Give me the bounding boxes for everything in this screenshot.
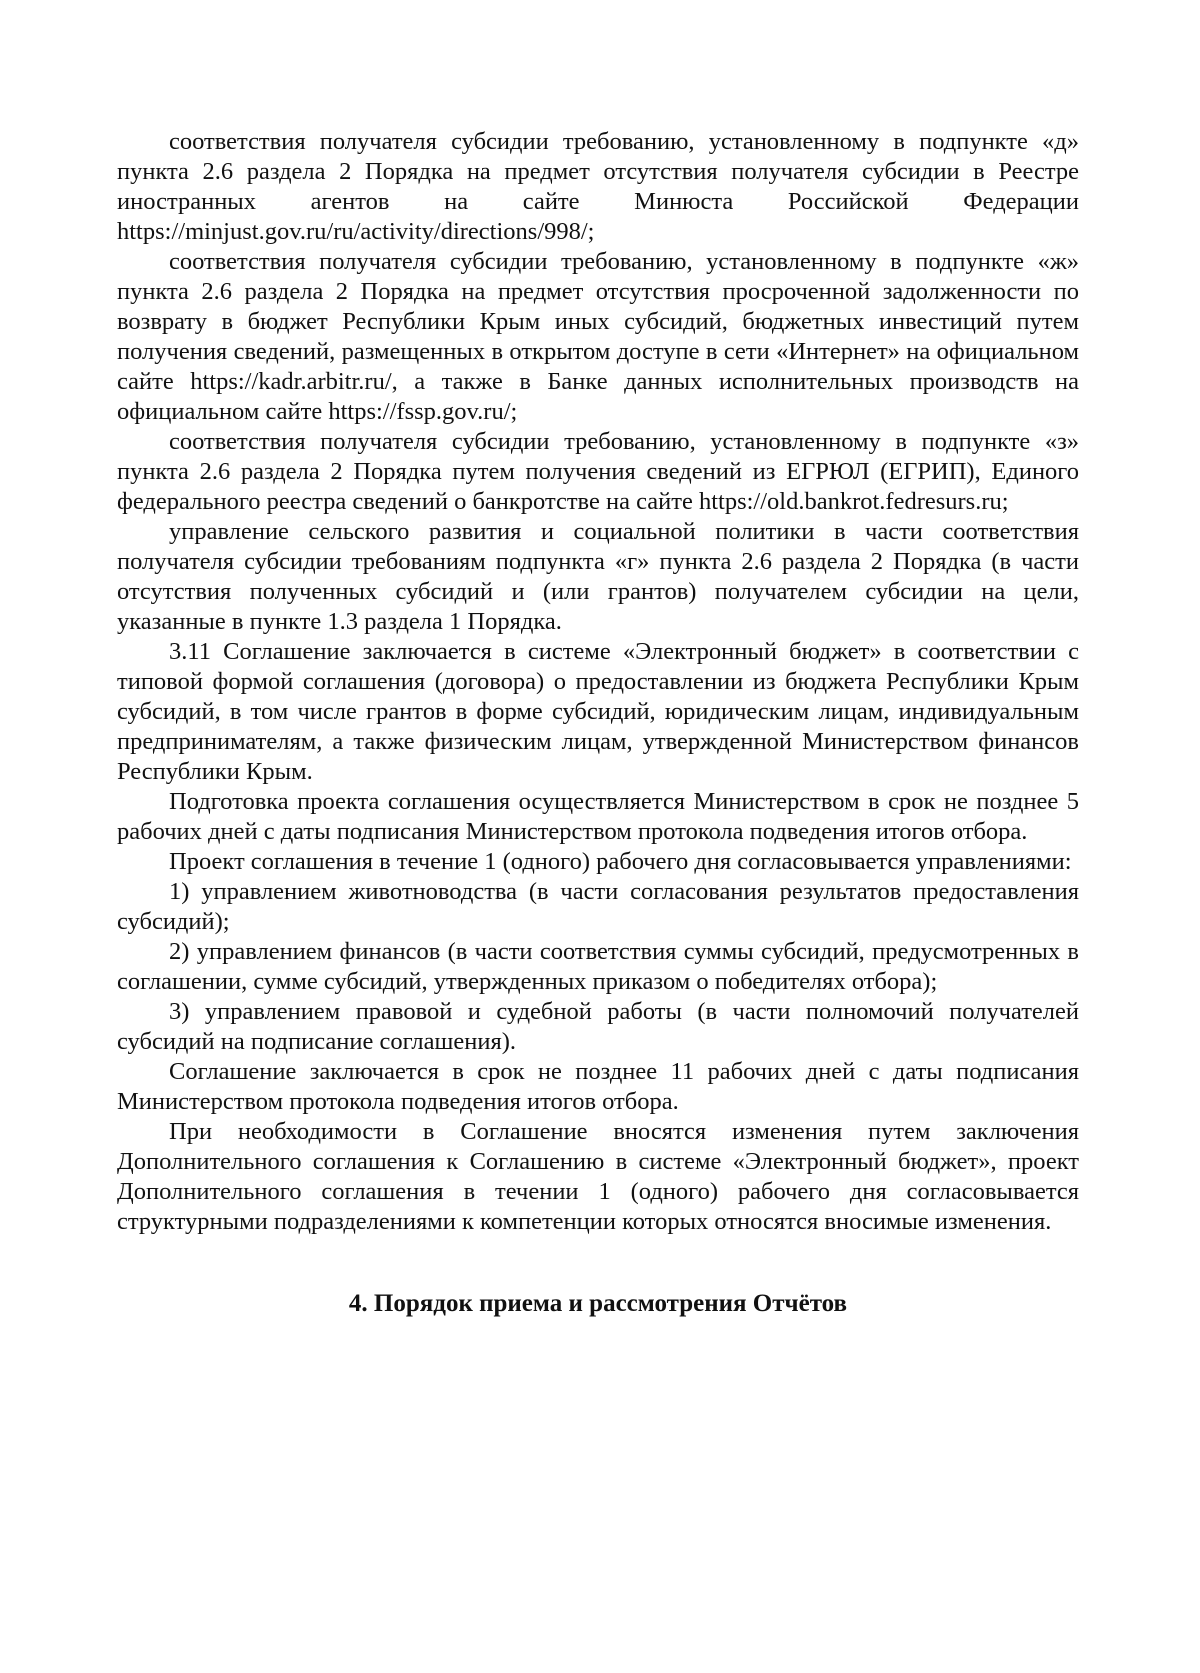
paragraph-minjust-check: соответствия получателя субсидии требованию, установленному в подпункте «д» пункта 2.6 раздела 2 Порядка на предмет отсутствия получателя субсидии в Реестре иностранных агентов на сайте Минюста Российской Федерации https://minjust.gov.ru/ru/activity/directions/998/;	[117, 128, 1079, 245]
list-item-livestock-dept: 1) управлением животноводства (в части согласования результатов предоставления субсидий);	[117, 878, 1079, 935]
paragraph-draft-approval: Проект соглашения в течение 1 (одного) рабочего дня согласовывается управлениями:	[169, 848, 1072, 875]
section-heading: 4. Порядок приема и рассмотрения Отчётов	[348, 1290, 848, 1317]
paragraph-amendments: При необходимости в Соглашение вносятся изменения путем заключения Дополнительного соглашения к Соглашению в системе «Электронный бюджет», проект Дополнительного соглашения в течении 1 (одного) рабочего дня согласовывается структурными подразделениями к компетенции которых относятся вносимые изменения.	[117, 1118, 1079, 1235]
list-item-legal-dept: 3) управлением правовой и судебной работы (в части полномочий получателей субсидий на подписание соглашения).	[117, 998, 1079, 1055]
paragraph-rural-dept-check: управление сельского развития и социальной политики в части соответствия получателя субсидии требованиям подпункта «г» пункта 2.6 раздела 2 Порядка (в части отсутствия полученных субсидий и (или грантов) получателем субсидии на цели, указанные в пункте 1.3 раздела 1 Порядка.	[117, 518, 1079, 635]
document-page	[117, 127, 1079, 1319]
paragraph-draft-preparation: Подготовка проекта соглашения осуществляется Министерством в срок не позднее 5 рабочих дней с даты подписания Министерством протокола подведения итогов отбора.	[117, 788, 1079, 845]
list-item-finance-dept: 2) управлением финансов (в части соответствия суммы субсидий, предусмотренных в соглашении, сумме субсидий, утвержденных приказом о победителях отбора);	[117, 938, 1079, 995]
paragraph-clause-3-11: 3.11 Соглашение заключается в системе «Электронный бюджет» в соответствии с типовой формой соглашения (договора) о предоставлении из бюджета Республики Крым субсидий, в том числе грантов в форме субсидий, юридическим лицам, индивидуальным предпринимателям, а также физическим лицам, утвержденной Министерством финансов Республики Крым.	[117, 638, 1079, 785]
paragraph-debt-check: соответствия получателя субсидии требованию, установленному в подпункте «ж» пункта 2.6 раздела 2 Порядка на предмет отсутствия просроченной задолженности по возврату в бюджет Республики Крым иных субсидий, бюджетных инвестиций путем получения сведений, размещенных в открытом доступе в сети «Интернет» на официальном сайте https://kadr.arbitr.ru/, а также в Банке данных исполнительных производств на официальном сайте https://fssp.gov.ru/;	[117, 248, 1079, 425]
paragraph-signing-deadline: Соглашение заключается в срок не позднее 11 рабочих дней с даты подписания Министерством протокола подведения итогов отбора.	[117, 1058, 1079, 1115]
paragraph-egrul-check: соответствия получателя субсидии требованию, установленному в подпункте «з» пункта 2.6 раздела 2 Порядка путем получения сведений из ЕГРЮЛ (ЕГРИП), Единого федерального реестра сведений о банкротстве на сайте https://old.bankrot.fedresurs.ru;	[117, 428, 1079, 515]
